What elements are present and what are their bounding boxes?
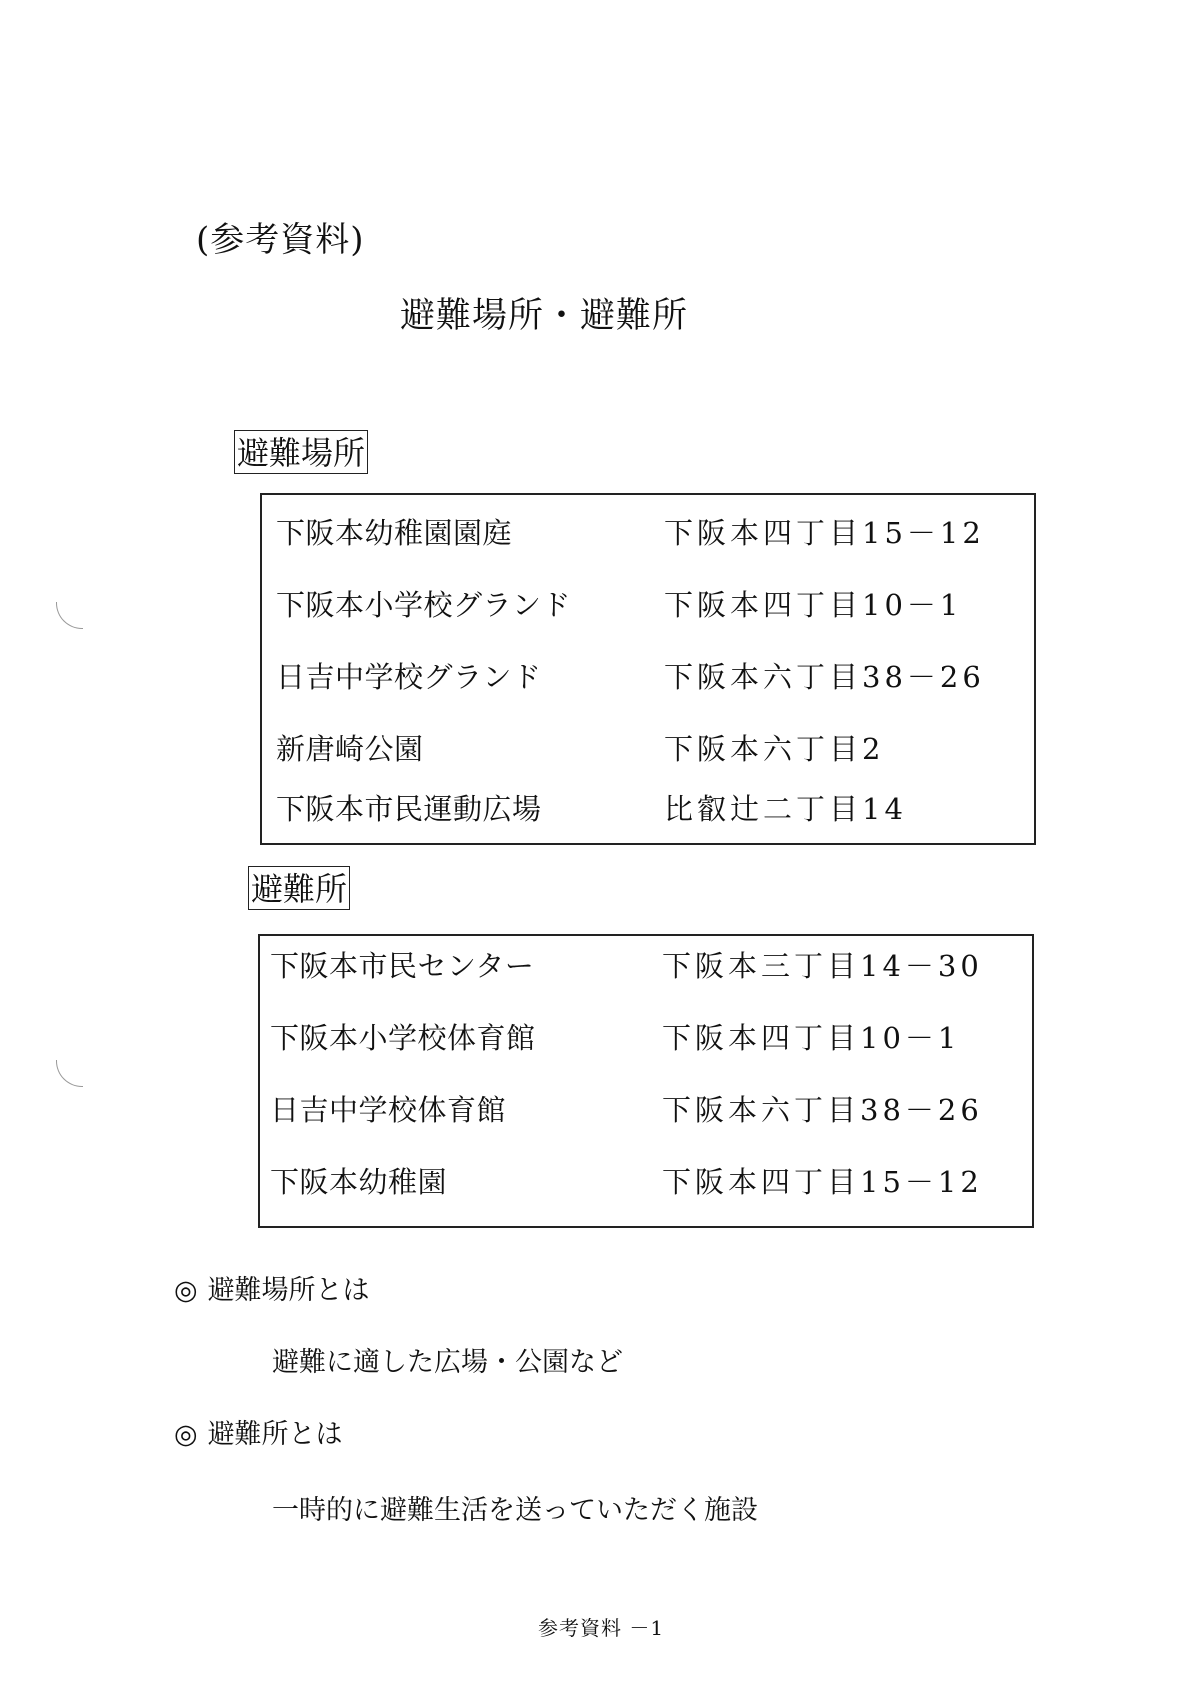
definition-term — [174, 1268, 370, 1307]
shelter-address: 下阪本四丁目15－12 — [662, 1165, 983, 1199]
place-address: 下阪本四丁目15－12 — [664, 516, 985, 550]
page-title: 避難場所・避難所 — [400, 296, 689, 336]
evacuation-places-heading: 避難場所 — [234, 430, 368, 474]
list-item — [260, 936, 1032, 996]
definition-term-text: 避難所とは — [207, 1419, 343, 1450]
shelter-address: 下阪本四丁目10－1 — [662, 1021, 961, 1055]
list-item — [260, 1152, 1032, 1212]
list-item — [260, 1080, 1032, 1140]
place-name: 下阪本市民運動広場 — [276, 792, 542, 826]
document-label: (参考資料) — [196, 220, 365, 260]
list-item — [262, 779, 1034, 839]
definition-term — [174, 1412, 343, 1451]
list-item — [262, 719, 1034, 779]
evacuation-places-list — [260, 493, 1036, 845]
definition-description: 一時的に避難生活を送っていただく施設 — [272, 1495, 758, 1526]
place-address: 下阪本六丁目38－26 — [664, 660, 985, 694]
punch-hole-mark — [56, 1060, 83, 1087]
evacuation-shelters-list — [258, 934, 1034, 1228]
place-address: 下阪本六丁目2 — [664, 732, 885, 766]
place-name: 下阪本幼稚園園庭 — [276, 516, 513, 550]
punch-hole-mark — [56, 602, 83, 629]
page-number: 参考資料 －1 — [538, 1616, 665, 1640]
shelter-name: 日吉中学校体育館 — [270, 1093, 507, 1127]
double-circle-bullet-icon: ◎ — [174, 1419, 198, 1450]
place-name: 新唐崎公園 — [276, 732, 424, 766]
place-address: 下阪本四丁目10－1 — [664, 588, 963, 622]
definition-term-text: 避難場所とは — [207, 1275, 370, 1306]
shelter-name: 下阪本市民センター — [270, 949, 535, 983]
shelter-name: 下阪本幼稚園 — [270, 1165, 448, 1199]
list-item — [262, 647, 1034, 707]
place-name: 下阪本小学校グランド — [276, 588, 572, 622]
shelter-address: 下阪本三丁目14－30 — [662, 949, 983, 983]
list-item — [260, 1008, 1032, 1068]
place-address: 比叡辻二丁目14 — [664, 792, 907, 826]
shelter-address: 下阪本六丁目38－26 — [662, 1093, 983, 1127]
double-circle-bullet-icon: ◎ — [174, 1275, 198, 1306]
list-item — [262, 503, 1034, 563]
shelter-name: 下阪本小学校体育館 — [270, 1021, 536, 1055]
list-item — [262, 575, 1034, 635]
place-name: 日吉中学校グランド — [276, 660, 542, 694]
evacuation-shelters-heading: 避難所 — [248, 866, 350, 910]
definition-description: 避難に適した広場・公園など — [272, 1347, 623, 1378]
